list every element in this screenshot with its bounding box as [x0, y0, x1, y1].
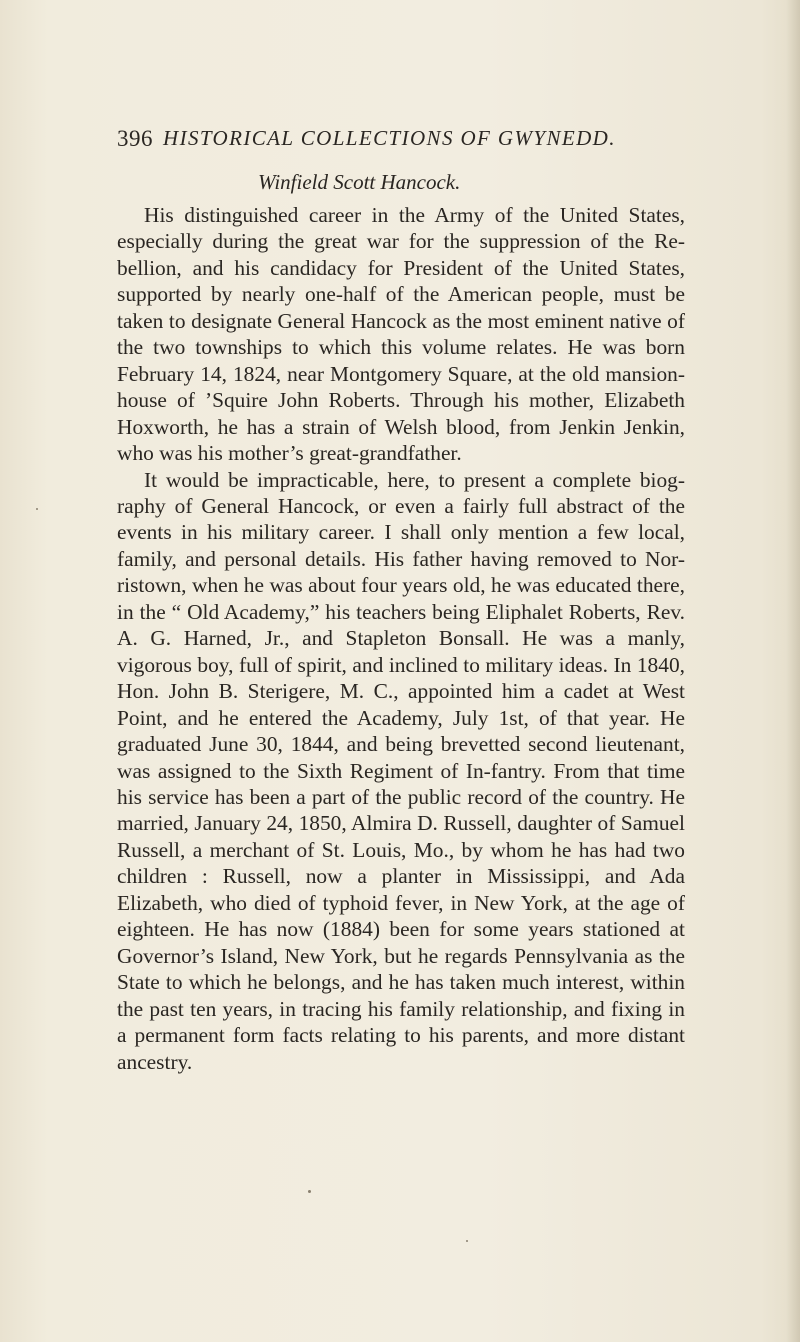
section-title: Winfield Scott Hancock. [258, 170, 461, 194]
page-number: 396 [117, 126, 153, 151]
paragraph: It would be impracticable, here, to present a complete biog-raphy of General Hancock, or even a fairly full abstract of the events in his military career. I shall only mention a few local, family, and personal details. His father having removed to Nor-ristown, when he was about four years old, he was educated there, in the “ Old Academy,” his teachers being Eliphalet Roberts, Rev. A. G. Harned, Jr., and Stapleton Bonsall. He was a manly, vigorous boy, full of spirit, and inclined to military ideas. In 1840, Hon. John B. Sterigere, M. C., appointed him a cadet at West Point, and he entered the Academy, July 1st, of that year. He graduated June 30, 1844, and being brevetted second lieutenant, was assigned to the Sixth Regiment of In-fantry. From that time his service has been a part of the public record of the country. He married, January 24, 1850, Almira D. Russell, daughter of Samuel Russell, a merchant of St. Louis, Mo., by whom he has had two children : Russell, now a planter in Mississippi, and Ada Elizabeth, who died of typhoid fever, in New York, at the age of eighteen. He has now (1884) been for some years stationed at Governor’s Island, New York, but he regards Pennsylvania as the State to which he belongs, and he has taken much interest, within the past ten years, in tracing his family relationship, and fixing in a permanent form facts relating to his parents, and more distant ancestry. [117, 467, 685, 1074]
running-title: HISTORICAL COLLECTIONS OF GWYNEDD. [163, 126, 616, 150]
paper-speck [308, 1190, 311, 1193]
paragraph: His distinguished career in the Army of the United States, especially during the great war for the suppression of the Re-bellion, and his candidacy for President of the United States, supported by nearly one-half of the American people, must be taken to designate General Hancock as the most eminent native of the two townships to which this volume relates. He was born February 14, 1824, near Montgomery Square, at the old mansion-house of ’Squire John Roberts. Through his mother, Elizabeth Hoxworth, he has a strain of Welsh blood, from Jenkin Jenkin, who was his mother’s great-grandfather. [117, 203, 685, 466]
paper-speck [466, 1240, 468, 1242]
paper-speck [36, 508, 38, 510]
page-header [117, 126, 677, 162]
page-edge-shadow [786, 0, 800, 1342]
body-text [117, 202, 685, 1075]
